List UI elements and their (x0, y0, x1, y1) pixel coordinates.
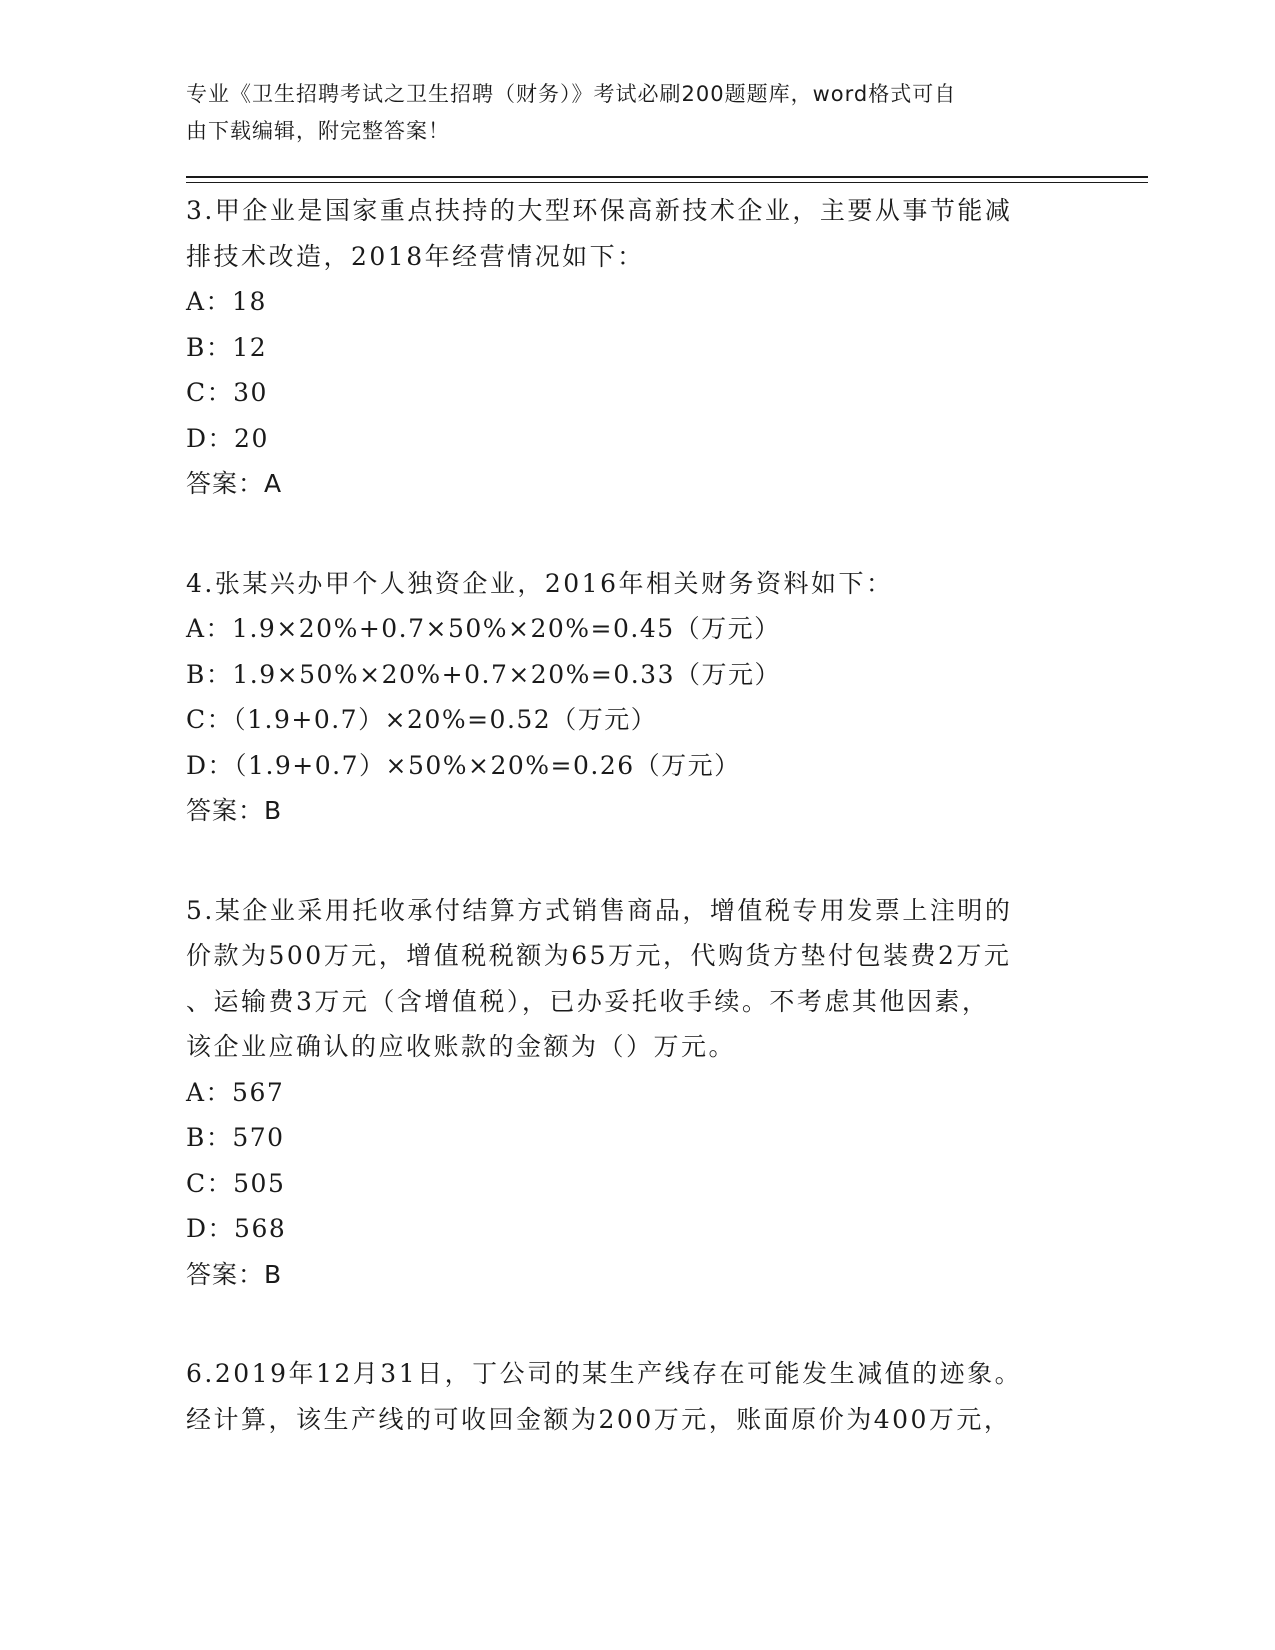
option-d: D：（1.9+0.7）×50%×20%=0.26（万元） (186, 750, 741, 780)
question-line: 5.某企业采用托收承付结算方式销售商品，增值税专用发票上注明的 (186, 895, 1013, 925)
option-a: A：567 (186, 1077, 285, 1107)
question-list (186, 188, 1086, 1496)
question-line: 价款为500万元，增值税税额为65万元，代购货方垫付包装费2万元 (186, 941, 1012, 970)
question-line: 排技术改造，2018年经营情况如下： (186, 241, 645, 271)
document-header (186, 76, 1066, 150)
option-b: B：1.9×50%×20%+0.7×20%=0.33（万元） (186, 659, 781, 689)
option-d: D：20 (186, 423, 269, 453)
question-line: 该企业应确认的应收账款的金额为（）万元。 (186, 1032, 737, 1061)
option-b: B：570 (186, 1123, 285, 1152)
header-divider-thin (186, 182, 1148, 183)
option-c: C：505 (186, 1168, 286, 1198)
question-3 (186, 188, 1086, 507)
answer-line: 答案：B (186, 1259, 283, 1289)
question-line: 6.2019年12月31日，丁公司的某生产线存在可能发生减值的迹象。 (186, 1359, 1023, 1388)
option-a: A：18 (186, 287, 267, 316)
header-line-2: 由下载编辑，附完整答案！ (186, 119, 450, 143)
option-list (186, 279, 1086, 461)
answer-line: 答案：B (186, 796, 283, 825)
option-b: B：12 (186, 332, 268, 362)
question-text (186, 188, 1086, 279)
question-text (186, 561, 1086, 607)
question-line: 经计算，该生产线的可收回金额为200万元，账面原价为400万元， (186, 1404, 1012, 1434)
question-4 (186, 561, 1086, 834)
question-5 (186, 888, 1086, 1298)
question-line: 4.张某兴办甲个人独资企业，2016年相关财务资料如下： (186, 568, 894, 598)
option-list (186, 606, 1086, 788)
option-c: C：（1.9+0.7）×20%=0.52（万元） (186, 705, 658, 734)
question-line: 、运输费3万元（含增值税），已办妥托收手续。不考虑其他因素， (186, 986, 990, 1016)
question-6 (186, 1351, 1086, 1442)
option-c: C：30 (186, 378, 268, 407)
option-list (186, 1070, 1086, 1252)
option-a: A：1.9×20%+0.7×50%×20%=0.45（万元） (186, 614, 781, 643)
option-d: D：568 (186, 1214, 287, 1243)
question-text (186, 1351, 1086, 1442)
question-text (186, 888, 1086, 1070)
answer-line: 答案：A (186, 469, 283, 498)
header-divider-thick (186, 176, 1148, 178)
header-line-1: 专业《卫生招聘考试之卫生招聘（财务）》考试必刷200题题库，word格式可自 (186, 82, 957, 106)
question-line: 3.甲企业是国家重点扶持的大型环保高新技术企业，主要从事节能减 (186, 196, 1013, 225)
